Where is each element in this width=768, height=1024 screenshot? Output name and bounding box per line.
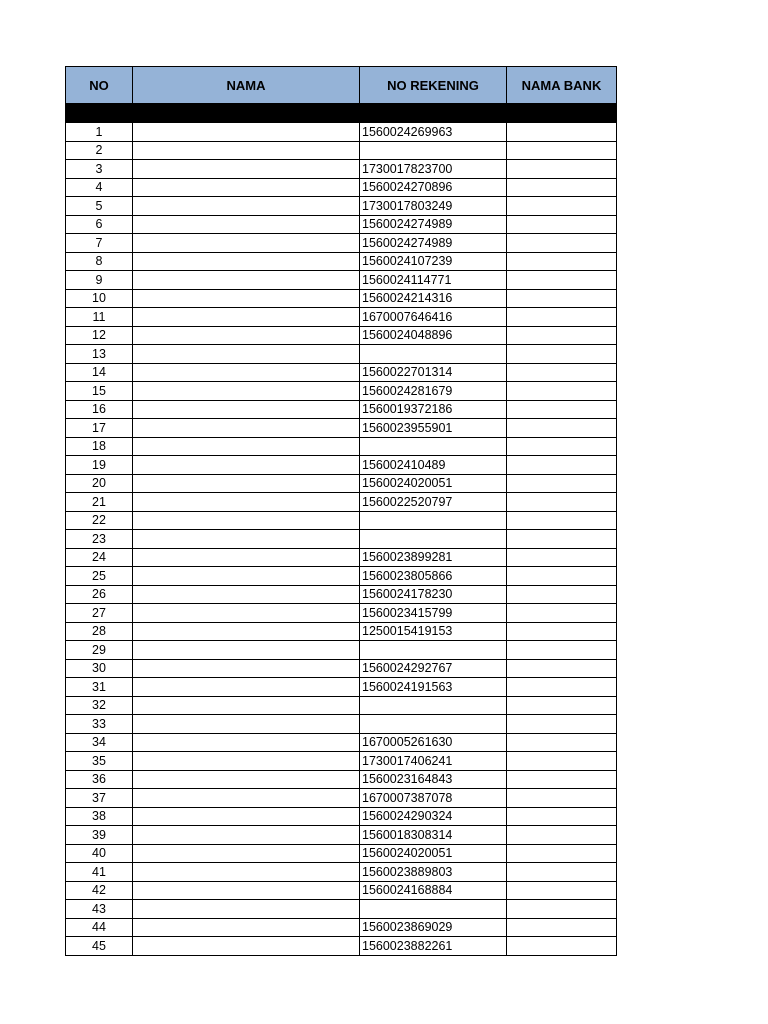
table-row: [66, 548, 617, 567]
table-row: [66, 641, 617, 660]
cell-nama-bank[interactable]: [507, 826, 617, 845]
cell-nama-bank[interactable]: [507, 770, 617, 789]
cell-nama[interactable]: [133, 548, 360, 567]
cell-nama-bank[interactable]: [507, 881, 617, 900]
cell-no-rekening[interactable]: 1560024114771: [360, 271, 507, 290]
table-row: [66, 474, 617, 493]
cell-nama-bank[interactable]: [507, 197, 617, 216]
cell-nama[interactable]: [133, 807, 360, 826]
table-row: [66, 826, 617, 845]
cell-no-rekening[interactable]: 1560023869029: [360, 918, 507, 937]
cell-nama-bank[interactable]: [507, 696, 617, 715]
cell-no-rekening[interactable]: 1670005261630: [360, 733, 507, 752]
cell-nama[interactable]: [133, 696, 360, 715]
cell-no[interactable]: 9: [66, 271, 133, 290]
cell-nama[interactable]: [133, 141, 360, 160]
table-row: [66, 326, 617, 345]
cell-nama-bank[interactable]: [507, 400, 617, 419]
cell-no-rekening[interactable]: 1560023955901: [360, 419, 507, 438]
cell-no[interactable]: 10: [66, 289, 133, 308]
cell-nama-bank[interactable]: [507, 585, 617, 604]
cell-nama-bank[interactable]: [507, 419, 617, 438]
cell-no[interactable]: 25: [66, 567, 133, 586]
cell-nama[interactable]: [133, 844, 360, 863]
table-row: [66, 197, 617, 216]
cell-no-rekening[interactable]: [360, 530, 507, 549]
cell-no[interactable]: 35: [66, 752, 133, 771]
cell-nama[interactable]: [133, 678, 360, 697]
table-row: [66, 123, 617, 142]
cell-nama[interactable]: [133, 715, 360, 734]
table-row: [66, 234, 617, 253]
cell-nama[interactable]: [133, 234, 360, 253]
table-row: [66, 604, 617, 623]
header-nama[interactable]: NAMA: [133, 67, 360, 104]
table-row: [66, 363, 617, 382]
cell-nama-bank[interactable]: [507, 493, 617, 512]
table-row: [66, 585, 617, 604]
cell-no[interactable]: 18: [66, 437, 133, 456]
cell-nama[interactable]: [133, 345, 360, 364]
cell-nama-bank[interactable]: [507, 622, 617, 641]
cell-nama[interactable]: [133, 659, 360, 678]
table-row: [66, 715, 617, 734]
cell-no[interactable]: 3: [66, 160, 133, 179]
cell-no-rekening[interactable]: 1670007387078: [360, 789, 507, 808]
cell-no[interactable]: 31: [66, 678, 133, 697]
cell-no-rekening[interactable]: [360, 715, 507, 734]
separator-cell: [360, 104, 507, 123]
cell-nama[interactable]: [133, 308, 360, 327]
cell-no[interactable]: 27: [66, 604, 133, 623]
cell-nama-bank[interactable]: [507, 937, 617, 956]
cell-nama-bank[interactable]: [507, 474, 617, 493]
cell-nama[interactable]: [133, 437, 360, 456]
cell-nama-bank[interactable]: [507, 308, 617, 327]
cell-nama[interactable]: [133, 511, 360, 530]
cell-nama-bank[interactable]: [507, 641, 617, 660]
table-row: [66, 178, 617, 197]
cell-nama[interactable]: [133, 585, 360, 604]
cell-nama-bank[interactable]: [507, 548, 617, 567]
separator-cell: [66, 104, 133, 123]
cell-nama-bank[interactable]: [507, 844, 617, 863]
black-separator-row: [66, 104, 617, 123]
cell-no-rekening[interactable]: 156002410489: [360, 456, 507, 475]
cell-no-rekening[interactable]: 1560024107239: [360, 252, 507, 271]
cell-no-rekening[interactable]: 1560018308314: [360, 826, 507, 845]
cell-nama[interactable]: [133, 622, 360, 641]
cell-no-rekening[interactable]: 1560024269963: [360, 123, 507, 142]
table-row: [66, 530, 617, 549]
table-row: [66, 807, 617, 826]
cell-no[interactable]: 40: [66, 844, 133, 863]
cell-nama[interactable]: [133, 493, 360, 512]
table-row: [66, 382, 617, 401]
cell-no[interactable]: 22: [66, 511, 133, 530]
table-body: [66, 104, 617, 956]
table-row: [66, 345, 617, 364]
cell-no-rekening[interactable]: [360, 345, 507, 364]
cell-nama[interactable]: [133, 474, 360, 493]
cell-no-rekening[interactable]: 1560019372186: [360, 400, 507, 419]
cell-no-rekening[interactable]: [360, 641, 507, 660]
cell-no[interactable]: 6: [66, 215, 133, 234]
cell-nama-bank[interactable]: [507, 160, 617, 179]
cell-no-rekening[interactable]: 1560024178230: [360, 585, 507, 604]
cell-nama-bank[interactable]: [507, 789, 617, 808]
table-row: [66, 770, 617, 789]
table-row: [66, 141, 617, 160]
cell-nama[interactable]: [133, 400, 360, 419]
header-no[interactable]: NO: [66, 67, 133, 104]
table-row: [66, 456, 617, 475]
cell-nama-bank[interactable]: [507, 733, 617, 752]
cell-no-rekening[interactable]: 1560024270896: [360, 178, 507, 197]
cell-no[interactable]: 8: [66, 252, 133, 271]
cell-no-rekening[interactable]: 1560023889803: [360, 863, 507, 882]
cell-nama-bank[interactable]: [507, 659, 617, 678]
cell-no-rekening[interactable]: 1560024281679: [360, 382, 507, 401]
cell-nama-bank[interactable]: [507, 141, 617, 160]
cell-no[interactable]: 45: [66, 937, 133, 956]
cell-no[interactable]: 21: [66, 493, 133, 512]
cell-no[interactable]: 44: [66, 918, 133, 937]
cell-no-rekening[interactable]: 1560024274989: [360, 215, 507, 234]
cell-no[interactable]: 28: [66, 622, 133, 641]
table-row: [66, 696, 617, 715]
cell-nama-bank[interactable]: [507, 234, 617, 253]
cell-nama-bank[interactable]: [507, 382, 617, 401]
table-row: [66, 289, 617, 308]
cell-nama[interactable]: [133, 123, 360, 142]
separator-cell: [507, 104, 617, 123]
cell-no[interactable]: 32: [66, 696, 133, 715]
table-row: [66, 400, 617, 419]
cell-nama[interactable]: [133, 160, 360, 179]
table-row: [66, 437, 617, 456]
cell-no[interactable]: 16: [66, 400, 133, 419]
cell-nama[interactable]: [133, 215, 360, 234]
table-row: [66, 511, 617, 530]
cell-no-rekening[interactable]: [360, 437, 507, 456]
cell-nama-bank[interactable]: [507, 178, 617, 197]
cell-nama-bank[interactable]: [507, 752, 617, 771]
cell-no[interactable]: 5: [66, 197, 133, 216]
cell-nama[interactable]: [133, 770, 360, 789]
header-no-rekening[interactable]: NO REKENING: [360, 67, 507, 104]
cell-no-rekening[interactable]: 1560022520797: [360, 493, 507, 512]
cell-nama-bank[interactable]: [507, 437, 617, 456]
cell-nama-bank[interactable]: [507, 604, 617, 623]
cell-nama[interactable]: [133, 900, 360, 919]
cell-no-rekening[interactable]: 1560024168884: [360, 881, 507, 900]
cell-nama-bank[interactable]: [507, 863, 617, 882]
cell-nama[interactable]: [133, 326, 360, 345]
cell-nama[interactable]: [133, 641, 360, 660]
cell-no-rekening[interactable]: 1560024274989: [360, 234, 507, 253]
cell-nama[interactable]: [133, 733, 360, 752]
cell-no[interactable]: 7: [66, 234, 133, 253]
cell-no[interactable]: 13: [66, 345, 133, 364]
cell-nama-bank[interactable]: [507, 252, 617, 271]
cell-no-rekening[interactable]: 1730017803249: [360, 197, 507, 216]
cell-no[interactable]: 1: [66, 123, 133, 142]
cell-nama-bank[interactable]: [507, 900, 617, 919]
cell-no-rekening[interactable]: 1560023899281: [360, 548, 507, 567]
cell-no-rekening[interactable]: 1560022701314: [360, 363, 507, 382]
separator-cell: [133, 104, 360, 123]
table-row: [66, 918, 617, 937]
cell-no-rekening[interactable]: [360, 696, 507, 715]
cell-no-rekening[interactable]: 1560024191563: [360, 678, 507, 697]
cell-nama[interactable]: [133, 456, 360, 475]
cell-no-rekening[interactable]: 1560024214316: [360, 289, 507, 308]
cell-no-rekening[interactable]: 1560024290324: [360, 807, 507, 826]
cell-nama[interactable]: [133, 881, 360, 900]
table-row: [66, 937, 617, 956]
cell-nama[interactable]: [133, 197, 360, 216]
cell-no-rekening[interactable]: 1560023805866: [360, 567, 507, 586]
cell-nama[interactable]: [133, 752, 360, 771]
cell-nama[interactable]: [133, 530, 360, 549]
cell-no[interactable]: 15: [66, 382, 133, 401]
cell-no[interactable]: 37: [66, 789, 133, 808]
table-row: [66, 863, 617, 882]
table-row: [66, 678, 617, 697]
table-row: [66, 567, 617, 586]
table-row: [66, 622, 617, 641]
cell-nama[interactable]: [133, 419, 360, 438]
table-row: [66, 160, 617, 179]
table-row: [66, 308, 617, 327]
cell-nama-bank[interactable]: [507, 123, 617, 142]
cell-no-rekening[interactable]: 1730017406241: [360, 752, 507, 771]
cell-no-rekening[interactable]: 1560024020051: [360, 474, 507, 493]
cell-no-rekening[interactable]: 1560024020051: [360, 844, 507, 863]
table-row: [66, 252, 617, 271]
cell-nama[interactable]: [133, 567, 360, 586]
cell-no[interactable]: 20: [66, 474, 133, 493]
table-row: [66, 844, 617, 863]
cell-no-rekening[interactable]: 1560023415799: [360, 604, 507, 623]
cell-nama[interactable]: [133, 178, 360, 197]
account-table: [65, 66, 617, 956]
cell-no[interactable]: 42: [66, 881, 133, 900]
cell-no-rekening[interactable]: 1560024048896: [360, 326, 507, 345]
cell-nama-bank[interactable]: [507, 678, 617, 697]
cell-no[interactable]: 2: [66, 141, 133, 160]
cell-nama-bank[interactable]: [507, 345, 617, 364]
header-row: [66, 67, 617, 104]
cell-no-rekening[interactable]: 1560023882261: [360, 937, 507, 956]
cell-nama-bank[interactable]: [507, 289, 617, 308]
table-row: [66, 789, 617, 808]
cell-nama[interactable]: [133, 382, 360, 401]
cell-no-rekening[interactable]: 1560024292767: [360, 659, 507, 678]
cell-no[interactable]: 14: [66, 363, 133, 382]
table-row: [66, 271, 617, 290]
table-row: [66, 493, 617, 512]
cell-no[interactable]: 30: [66, 659, 133, 678]
cell-no-rekening[interactable]: [360, 141, 507, 160]
cell-no[interactable]: 23: [66, 530, 133, 549]
cell-no[interactable]: 24: [66, 548, 133, 567]
cell-nama-bank[interactable]: [507, 715, 617, 734]
cell-no-rekening[interactable]: [360, 511, 507, 530]
cell-nama-bank[interactable]: [507, 567, 617, 586]
cell-no[interactable]: 38: [66, 807, 133, 826]
table-row: [66, 419, 617, 438]
cell-nama-bank[interactable]: [507, 511, 617, 530]
cell-no[interactable]: 11: [66, 308, 133, 327]
cell-nama-bank[interactable]: [507, 530, 617, 549]
cell-nama[interactable]: [133, 363, 360, 382]
cell-no[interactable]: 41: [66, 863, 133, 882]
cell-nama[interactable]: [133, 252, 360, 271]
cell-no[interactable]: 43: [66, 900, 133, 919]
cell-nama[interactable]: [133, 918, 360, 937]
cell-nama[interactable]: [133, 826, 360, 845]
cell-nama[interactable]: [133, 863, 360, 882]
cell-nama[interactable]: [133, 271, 360, 290]
cell-nama-bank[interactable]: [507, 807, 617, 826]
cell-nama-bank[interactable]: [507, 326, 617, 345]
cell-no-rekening[interactable]: 1250015419153: [360, 622, 507, 641]
cell-nama[interactable]: [133, 604, 360, 623]
cell-no-rekening[interactable]: 1560023164843: [360, 770, 507, 789]
table-row: [66, 659, 617, 678]
cell-nama-bank[interactable]: [507, 215, 617, 234]
cell-no[interactable]: 12: [66, 326, 133, 345]
cell-nama[interactable]: [133, 289, 360, 308]
table-row: [66, 733, 617, 752]
cell-no[interactable]: 17: [66, 419, 133, 438]
spreadsheet: [65, 66, 617, 956]
cell-nama-bank[interactable]: [507, 363, 617, 382]
cell-no-rekening[interactable]: 1730017823700: [360, 160, 507, 179]
header-nama-bank[interactable]: NAMA BANK: [507, 67, 617, 104]
cell-no[interactable]: 33: [66, 715, 133, 734]
cell-no[interactable]: 19: [66, 456, 133, 475]
cell-no[interactable]: 4: [66, 178, 133, 197]
table-row: [66, 752, 617, 771]
table-row: [66, 215, 617, 234]
cell-no-rekening[interactable]: [360, 900, 507, 919]
table-row: [66, 881, 617, 900]
cell-no-rekening[interactable]: 1670007646416: [360, 308, 507, 327]
cell-nama[interactable]: [133, 937, 360, 956]
cell-no[interactable]: 26: [66, 585, 133, 604]
cell-no[interactable]: 39: [66, 826, 133, 845]
cell-no[interactable]: 36: [66, 770, 133, 789]
cell-nama-bank[interactable]: [507, 456, 617, 475]
cell-nama[interactable]: [133, 789, 360, 808]
cell-no[interactable]: 29: [66, 641, 133, 660]
table-row: [66, 900, 617, 919]
cell-nama-bank[interactable]: [507, 918, 617, 937]
cell-no[interactable]: 34: [66, 733, 133, 752]
cell-nama-bank[interactable]: [507, 271, 617, 290]
